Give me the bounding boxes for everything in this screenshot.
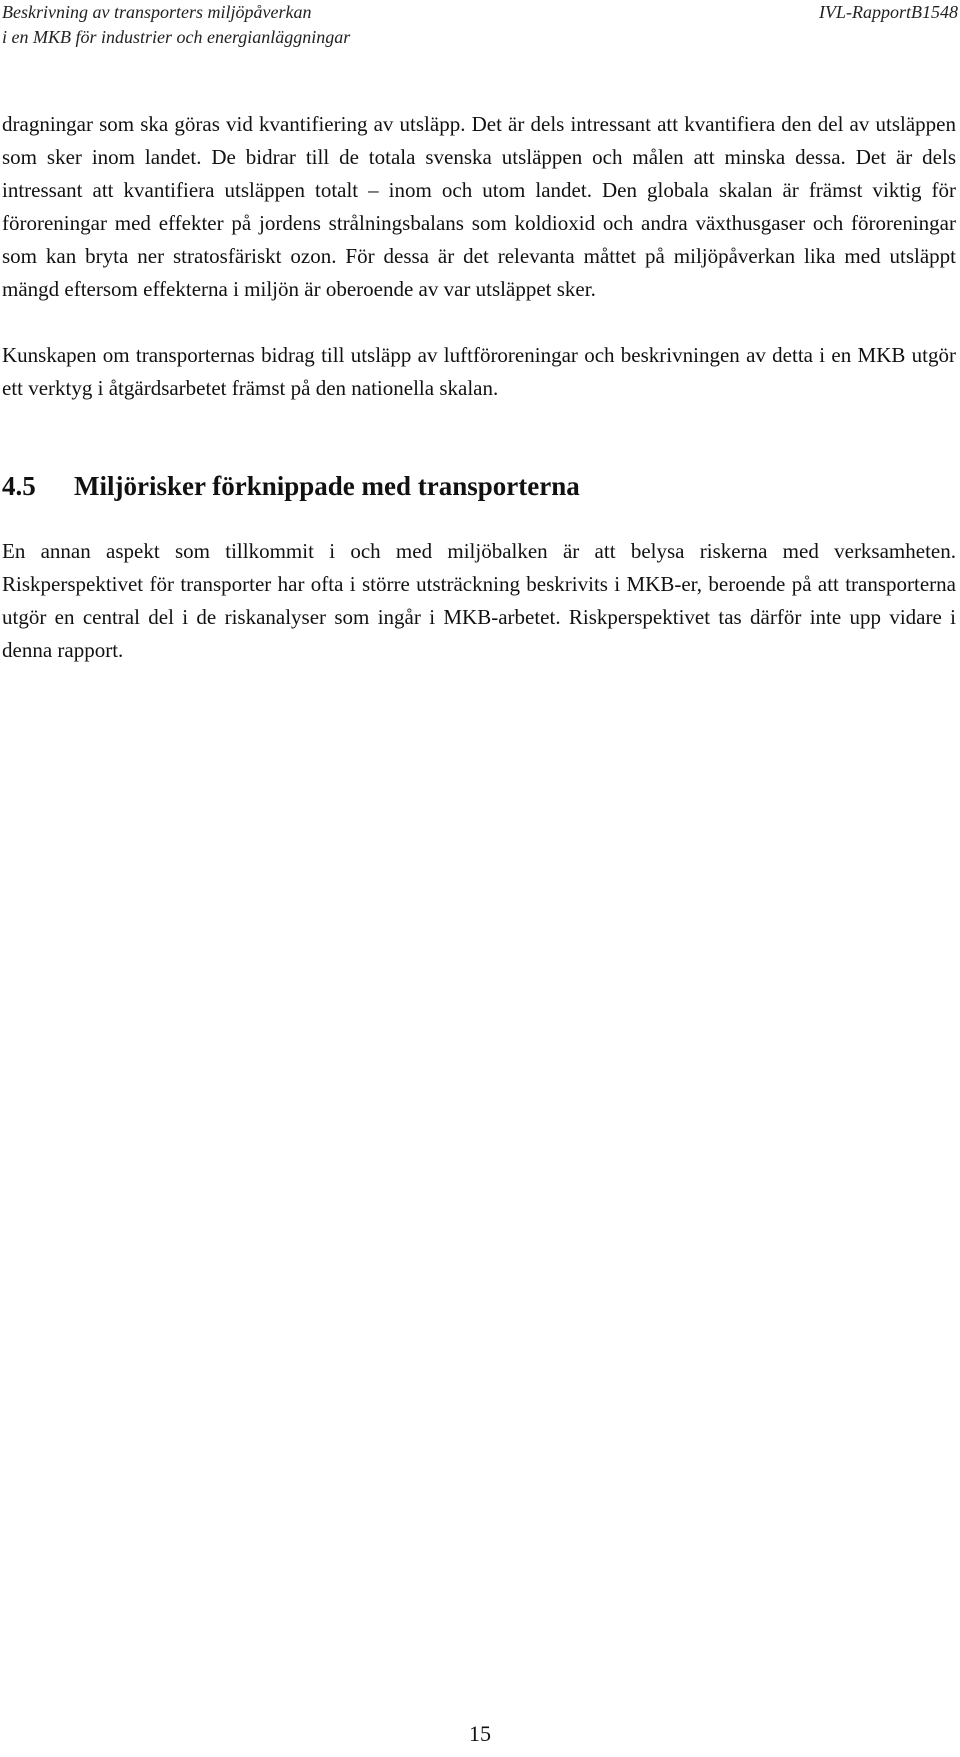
page-body bbox=[2, 108, 956, 667]
section-number: 4.5 bbox=[2, 471, 36, 501]
section-heading bbox=[2, 466, 956, 506]
running-header bbox=[0, 0, 960, 52]
body-paragraph-3: En annan aspekt som tillkommit i och med miljöbalken är att belysa riskerna med verksamheten. Riskperspektivet för transporter har ofta i större utsträckning beskrivits i MKB-er, beroende på att transporterna utgör en central del i de riskanalyser som ingår i MKB-arbetet. Riskperspektivet tas därför inte upp vidare i denna rapport. bbox=[2, 539, 956, 662]
header-title-line-1: Beskrivning av transporters miljöpåverkan bbox=[2, 2, 312, 22]
header-left bbox=[2, 0, 350, 50]
body-paragraph-1: dragningar som ska göras vid kvantifiering av utsläpp. Det är dels intressant att kvantifiera den del av utsläppen som sker inom landet. De bidrar till de totala svenska utsläppen och målen att minska dessa. Det är dels intressant att kvantifiera utsläppen totalt – inom och utom landet. Den globala skalan är främst viktig för föroreningar med effekter på jordens strålningsbalans som koldioxid och andra växthusgaser och föroreningar som kan bryta ner stratosfäriskt ozon. För dessa är det relevanta måttet på miljöpåverkan lika med utsläppt mängd eftersom effekterna i miljön är oberoende av var utsläppet sker. bbox=[2, 112, 956, 301]
section-title: Miljörisker förknippade med transporterna bbox=[74, 471, 580, 501]
page-number: 15 bbox=[469, 1721, 491, 1746]
header-report-id: IVL-RapportB1548 bbox=[819, 2, 958, 22]
header-title-line-2: i en MKB för industrier och energianläggningar bbox=[2, 27, 351, 47]
body-paragraph-2: Kunskapen om transporternas bidrag till utsläpp av luftföroreningar och beskrivningen av detta i en MKB utgör ett verktyg i åtgärdsarbetet främst på den nationella skalan. bbox=[2, 343, 956, 400]
